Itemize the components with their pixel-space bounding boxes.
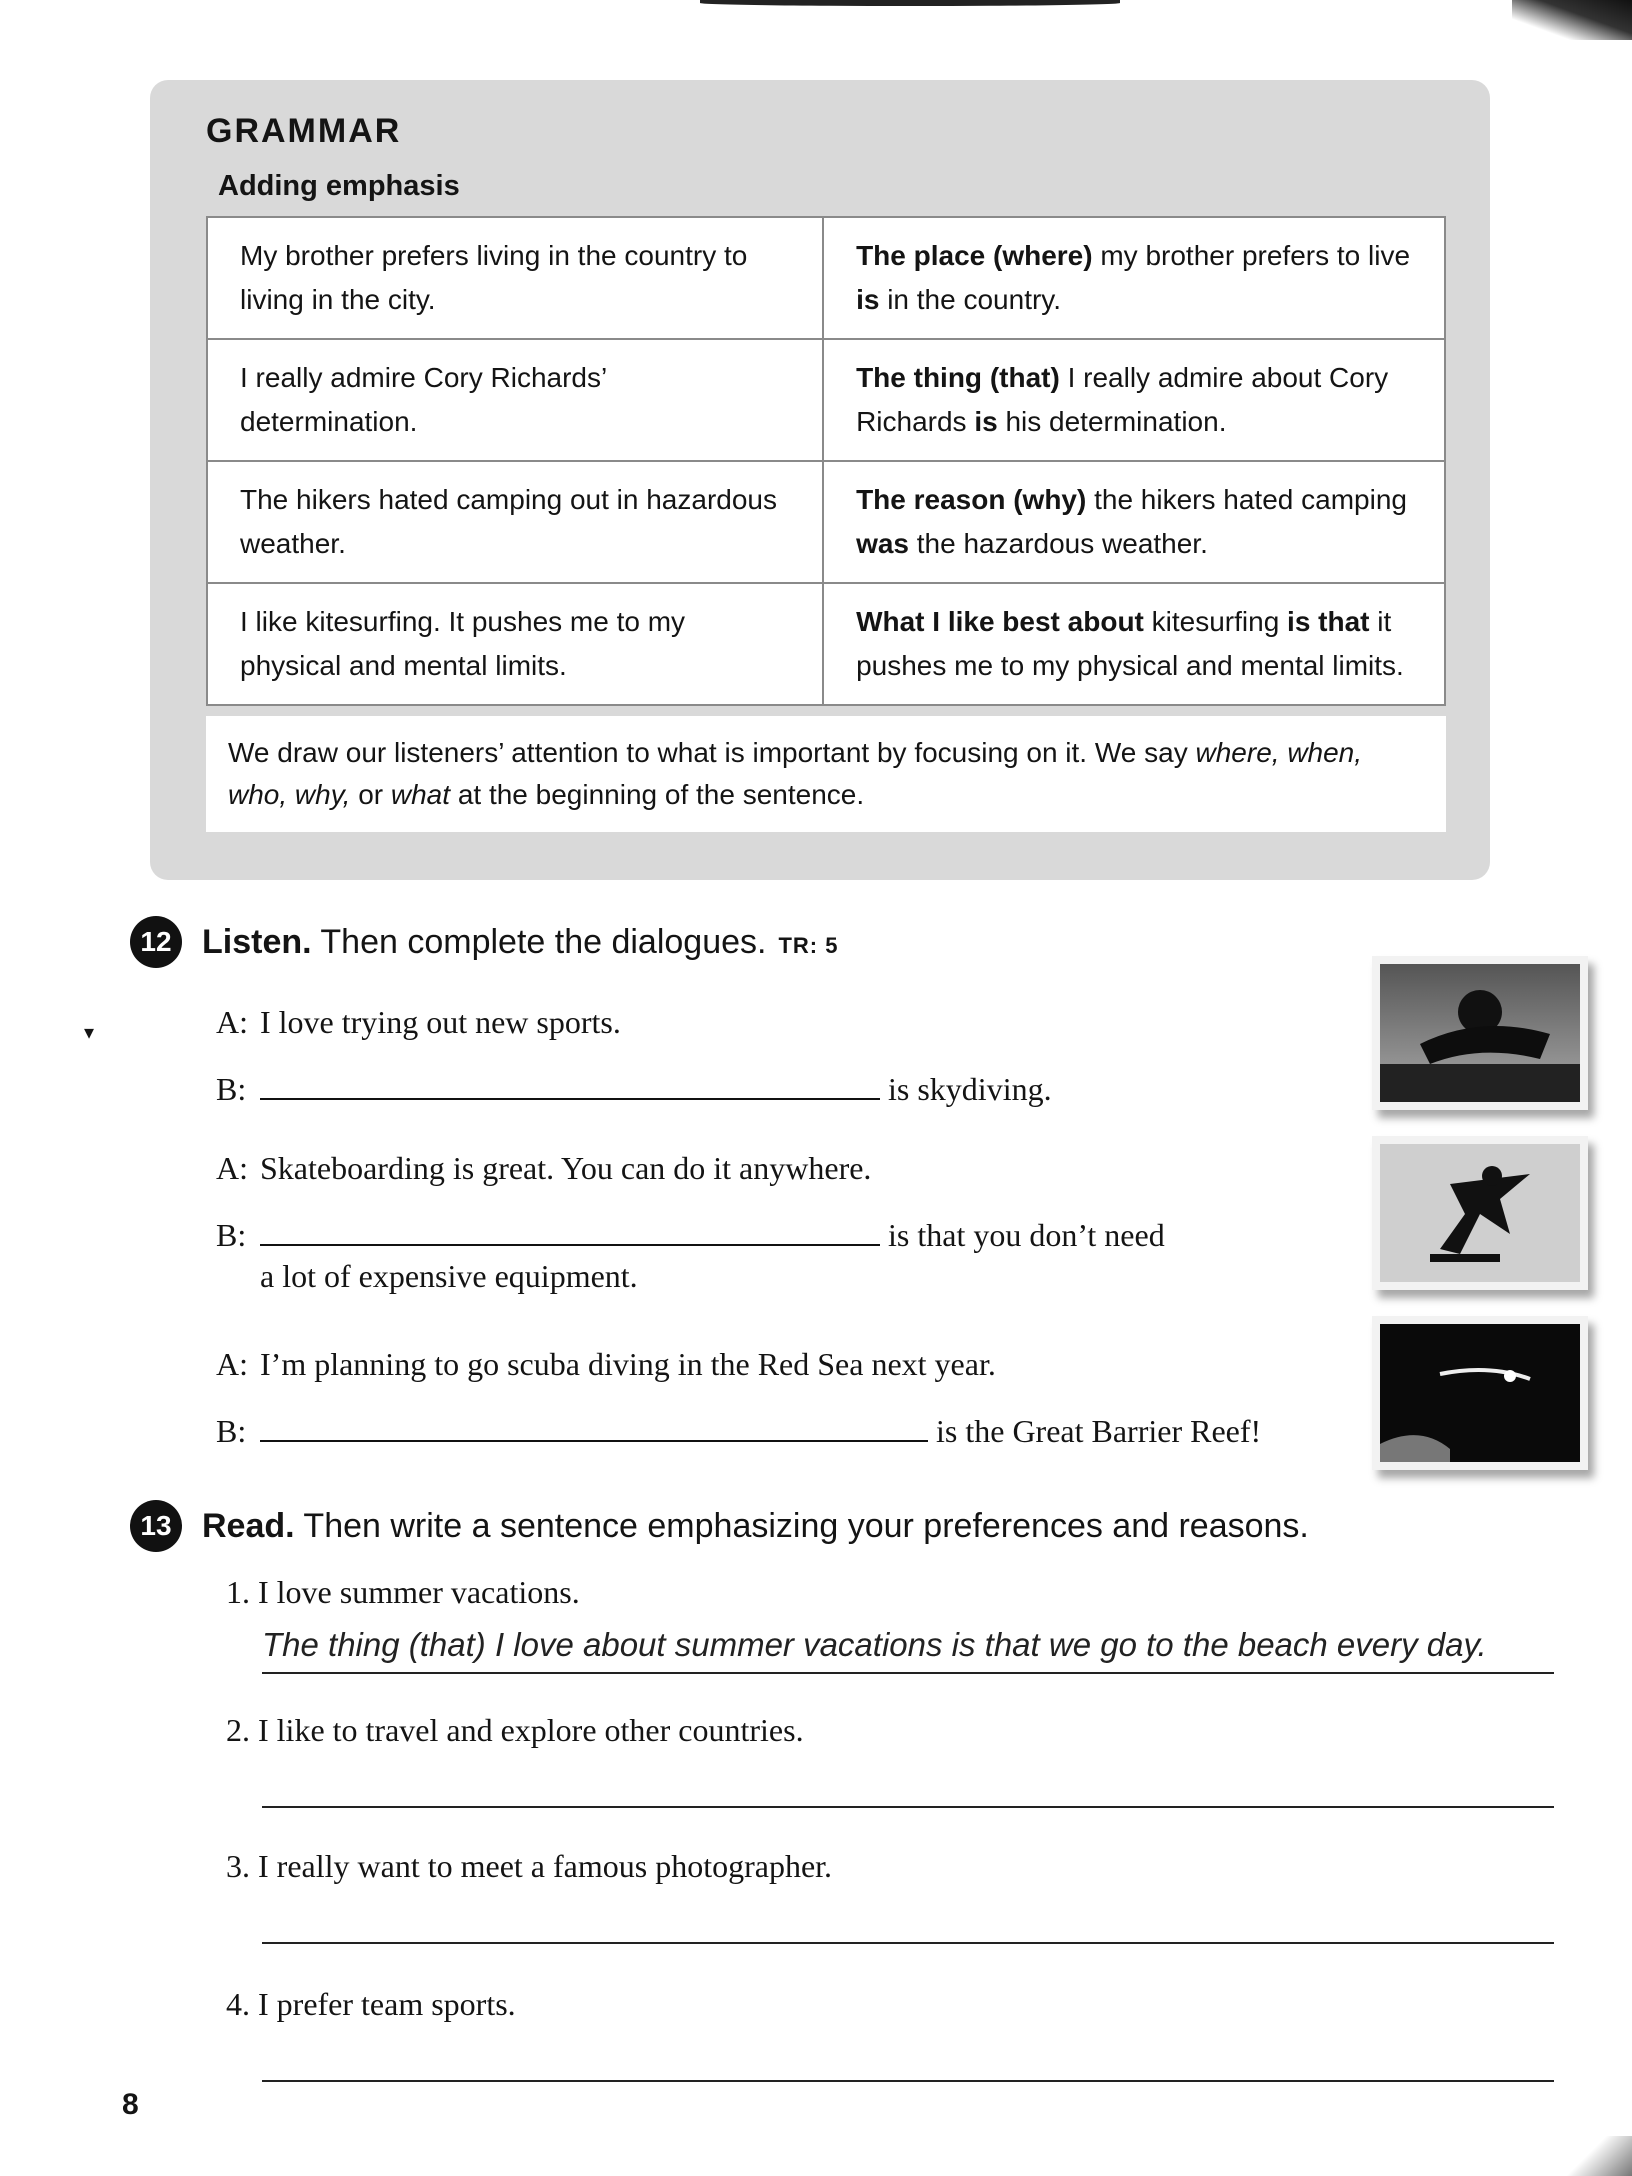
grammar-example-plain: The hikers hated camping out in hazardous weather.	[207, 461, 823, 583]
item-3-prompt: 3. I really want to meet a famous photographer.	[226, 1848, 833, 1884]
speaker-b: B:	[216, 1413, 247, 1449]
sentence-fragment: I really admire about Cory Richards	[856, 362, 1389, 437]
sentence-fragment: the hazardous weather.	[909, 528, 1208, 559]
note-emphasis-2: what	[390, 779, 451, 810]
speaker-b: B:	[216, 1217, 247, 1253]
grammar-subtitle: Adding emphasis	[218, 170, 460, 202]
exercise-13-header	[130, 1500, 1309, 1552]
grammar-row	[207, 583, 1445, 705]
skateboarding-photo	[1372, 1136, 1588, 1290]
speaker-a: A:	[216, 1150, 248, 1186]
dialogue-3-a	[216, 1346, 996, 1383]
track-label: TR: 5	[778, 932, 839, 958]
answer-blank[interactable]	[260, 1214, 880, 1246]
grammar-box	[150, 80, 1490, 880]
answer-blank[interactable]	[260, 1068, 880, 1100]
dialogue-line: I love trying out new sports.	[260, 1004, 621, 1040]
grammar-table	[206, 216, 1446, 706]
dialogue-2-b	[216, 1214, 1165, 1254]
skydiving-photo	[1372, 956, 1588, 1110]
instruction-text: Then write a sentence emphasizing your preferences and reasons.	[294, 1506, 1309, 1545]
grammar-example-plain: I really admire Cory Richards’ determination.	[207, 339, 823, 461]
emphasis-phrase: is that	[1287, 606, 1370, 637]
sentence-fragment: it pushes me to my physical and mental limits.	[856, 606, 1404, 681]
item-2-prompt: 2. I like to travel and explore other countries.	[226, 1712, 804, 1748]
dialogue-2-a	[216, 1150, 871, 1187]
scuba-diving-photo	[1372, 1316, 1588, 1470]
note-text-1: We draw our listeners’ attention to what is important by focusing on it. We say	[228, 737, 1196, 768]
speaker-b: B:	[216, 1071, 247, 1107]
sentence-fragment: kitesurfing	[1143, 606, 1288, 637]
emphasis-phrase: was	[856, 528, 909, 559]
dialogue-2-b-continued: a lot of expensive equipment.	[260, 1258, 638, 1294]
item-1-prompt: 1. I love summer vacations.	[226, 1574, 580, 1610]
item-1-answer[interactable]: The thing (that) I love about summer vacations is that we go to the beach every day.	[262, 1626, 1487, 1663]
exercise-number-badge: 13	[130, 1500, 182, 1552]
note-emphasis-1: where, when, who, why,	[228, 737, 1363, 810]
dialogue-1-b	[216, 1068, 1052, 1108]
exercise-12-instruction	[202, 923, 838, 962]
instruction-text: Then complete the dialogues.	[311, 922, 767, 961]
grammar-example-emphasis	[823, 583, 1445, 705]
grammar-row	[207, 461, 1445, 583]
grammar-title: GRAMMAR	[206, 112, 402, 150]
note-text-2: or	[350, 779, 391, 810]
sentence-fragment: in the country.	[879, 284, 1061, 315]
grammar-example-plain: I like kitesurfing. It pushes me to my physical and mental limits.	[207, 583, 823, 705]
exercise-12-header	[130, 916, 838, 968]
grammar-example-plain: My brother prefers living in the country to living in the city.	[207, 217, 823, 339]
dialogue-line: I’m planning to go scuba diving in the Red Sea next year.	[260, 1346, 996, 1382]
instruction-bold: Read.	[202, 1506, 295, 1545]
margin-mark: ▾	[84, 1022, 95, 1044]
emphasis-phrase: is	[856, 284, 880, 315]
emphasis-phrase: The reason (why)	[856, 484, 1087, 515]
dialogue-1-a	[216, 1004, 621, 1041]
grammar-row	[207, 217, 1445, 339]
emphasis-phrase: is	[974, 406, 998, 437]
answer-line[interactable]	[262, 1806, 1554, 1808]
page-corner-shadow	[1512, 0, 1632, 40]
sentence-fragment: the hikers hated camping	[1086, 484, 1407, 515]
page-number: 8	[122, 2088, 139, 2121]
instruction-bold: Listen.	[202, 922, 312, 961]
grammar-row	[207, 339, 1445, 461]
grammar-example-emphasis	[823, 461, 1445, 583]
grammar-example-emphasis	[823, 339, 1445, 461]
exercise-13-instruction	[202, 1507, 1309, 1546]
emphasis-phrase: The place (where)	[856, 240, 1093, 271]
sentence-fragment: his determination.	[997, 406, 1227, 437]
sentence-fragment: my brother prefers to live	[1092, 240, 1411, 271]
answer-blank[interactable]	[260, 1410, 928, 1442]
dialogue-3-b	[216, 1410, 1261, 1450]
dialogue-line: is the Great Barrier Reef!	[936, 1413, 1262, 1449]
dialogue-line: is skydiving.	[888, 1071, 1052, 1107]
page-edge-shadow	[700, 0, 1120, 6]
item-4-prompt: 4. I prefer team sports.	[226, 1986, 516, 2022]
page-corner-shadow-bottom	[1562, 2136, 1632, 2176]
exercise-number-badge: 12	[130, 916, 182, 968]
answer-line[interactable]	[262, 1942, 1554, 1944]
answer-line[interactable]	[262, 2080, 1554, 2082]
grammar-example-emphasis	[823, 217, 1445, 339]
speaker-a: A:	[216, 1004, 248, 1040]
answer-line	[262, 1672, 1554, 1674]
dialogue-line: is that you don’t need	[888, 1217, 1165, 1253]
dialogue-line: Skateboarding is great. You can do it anywhere.	[260, 1150, 872, 1186]
emphasis-phrase: The thing (that)	[856, 362, 1060, 393]
emphasis-phrase: What I like best about	[856, 606, 1144, 637]
speaker-a: A:	[216, 1346, 248, 1382]
note-text-3: at the beginning of the sentence.	[450, 779, 865, 810]
grammar-note	[206, 716, 1446, 832]
